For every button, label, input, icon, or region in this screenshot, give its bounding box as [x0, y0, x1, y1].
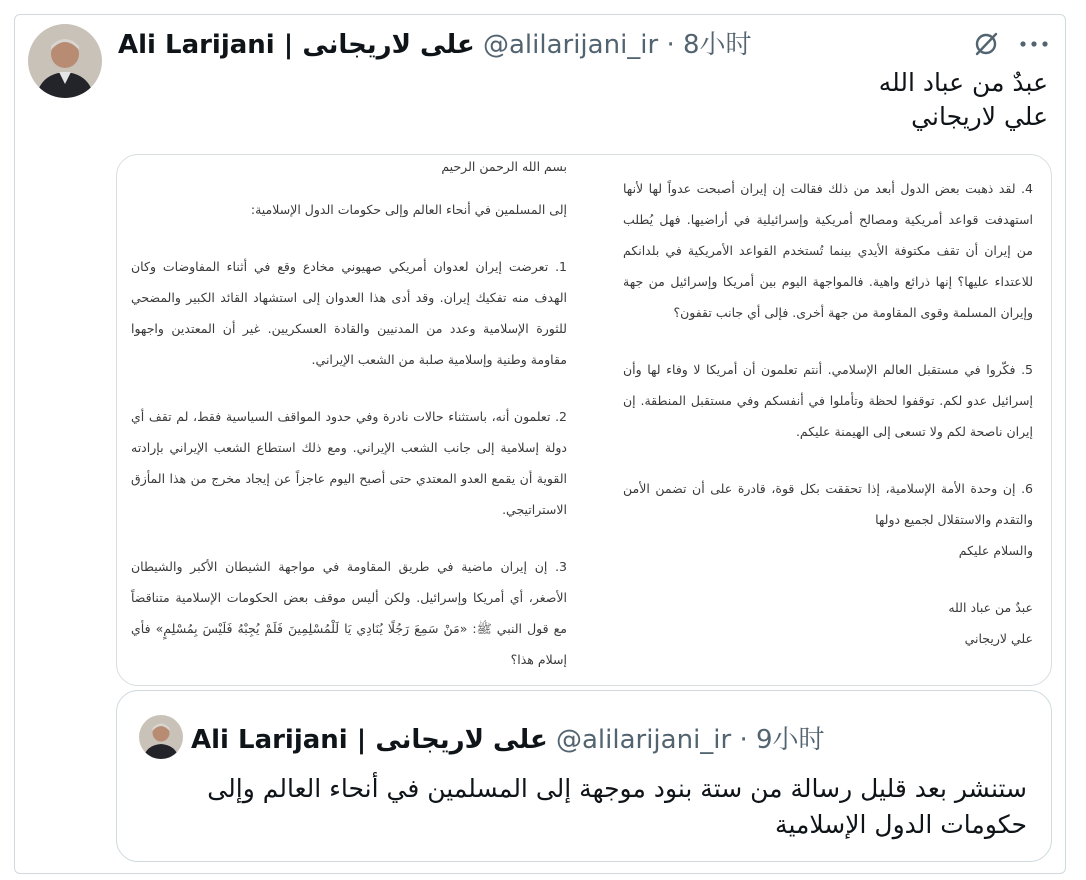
grok-icon[interactable]	[968, 26, 1004, 62]
tweet-text	[879, 66, 1048, 134]
letter-paragraph-3: 3. إن إيران ماضية في طريق المقاومة في مواجهة الشيطان الأكبر والشيطان الأصغر، أي أمريكا وإسرائيل. ولكن أليس موقف بعض الحكومات الإسلامية متناقضاً مع قول النبي ﷺ: «مَنْ سَمِعَ رَجُلًا يُنَادِي يَا لَلْمُسْلِمِينَ فَلَمْ يُجِبْهُ فَلَيْسَ بِمُسْلِمٍ» فأي إسلام هذا؟	[131, 559, 567, 667]
quoted-tweet-text: ستنشر بعد قليل رسالة من ستة بنود موجهة إلى المسلمين في أنحاء العالم وإلى حكومات الدول الإسلامية	[207, 774, 1027, 839]
tweet-header	[118, 24, 752, 61]
letter-left-column	[131, 154, 567, 686]
attached-letter-image[interactable]	[116, 154, 1052, 686]
letter-paragraph-1: 1. تعرضت إيران لعدوان أمريكي صهيوني مخادع وقع في أثناء المفاوضات وكان الهدف منه تفكيك إيران. وقد أدى هذا العدوان إلى استشهاد القائد الكبير والمضحي للثورة الإسلامية وعدد من المدنيين والقادة العسكريين. غير أن المعتدين واجهوا مقاومة وطنية وإسلامية صلبة من الشعب الإيراني.	[131, 259, 567, 367]
quoted-tweet[interactable]	[116, 690, 1052, 862]
author-handle[interactable]: @alilarijani_ir	[482, 30, 659, 60]
tweet-timestamp[interactable]: 8小时	[683, 30, 752, 60]
quoted-author-name[interactable]: Ali Larijani | على لاريجانى	[191, 725, 548, 755]
quoted-author-handle[interactable]: @alilarijani_ir	[555, 725, 732, 755]
tweet-text-line: عبدٌ من عباد الله	[878, 68, 1048, 97]
letter-paragraph-4: 4. لقد ذهبت بعض الدول أبعد من ذلك فقالت إن إيران أصبحت عدواً لها لأنها استهدفت قواعد أمريكية ومصالح أمريكية وإسرائيلية في أراضيها. فهل يُطلب من إيران أن تقف مكتوفة الأيدي بينما تُستخدم القواعد الأمريكية في بلدانكم للاعتداء عليها؟ إنها ذرائع واهية. فالمواجهة اليوم بين أمريكا وإسرائيل من جهة وإيران المسلمة وقوى المقاومة من جهة أخرى. فإلى أي جانب تقفون؟	[623, 181, 1033, 320]
letter-paragraph-6: 6. إن وحدة الأمة الإسلامية، إذا تحققت بكل قوة، قادرة على أن تضمن الأمن والتقدم والاستقلال لجميع دولها والسلام عليكم	[623, 481, 1033, 558]
tweet-tools	[968, 24, 1052, 64]
more-options-icon[interactable]	[1016, 26, 1052, 62]
tweet-text-line: علي لاريجاني	[911, 102, 1048, 131]
letter-basmala: بسم الله الرحمن الرحيم	[441, 159, 567, 174]
quoted-tweet-timestamp[interactable]: 9小时	[756, 725, 825, 755]
letter-paragraph-5: 5. فكّروا في مستقبل العالم الإسلامي. أنتم تعلمون أن أمريكا لا وفاء لها وأن إسرائيل عدو لكم. توقفوا لحظة وتأملوا في أنفسكم وفي مستقبل المنطقة. إن إيران ناصحة لكم ولا تسعى إلى الهيمنة عليكم.	[623, 362, 1033, 439]
letter-signature: عبدٌ من عباد الله علي لاريجاني	[948, 600, 1033, 646]
quoted-tweet-header	[191, 719, 825, 756]
separator-dot: ·	[739, 725, 748, 755]
separator-dot: ·	[666, 30, 675, 60]
quoted-author-avatar[interactable]	[139, 715, 183, 759]
letter-right-column	[623, 173, 1033, 680]
letter-paragraph-2: 2. تعلمون أنه، باستثناء حالات نادرة وفي حدود المواقف السياسية فقط، لم تقف أي دولة إسلامية إلى جانب الشعب الإيراني. ومع ذلك استطاع الشعب الإيراني بإرادته القوية أن يقمع العدو المعتدي حتى أصبح اليوم عاجزاً عن إيجاد مخرج من هذا المأزق الاستراتيجي.	[131, 409, 567, 517]
letter-address: إلى المسلمين في أنحاء العالم وإلى حكومات الدول الإسلامية:	[250, 202, 567, 217]
author-avatar[interactable]	[28, 24, 102, 98]
author-name[interactable]: Ali Larijani | على لاريجانى	[118, 30, 475, 60]
